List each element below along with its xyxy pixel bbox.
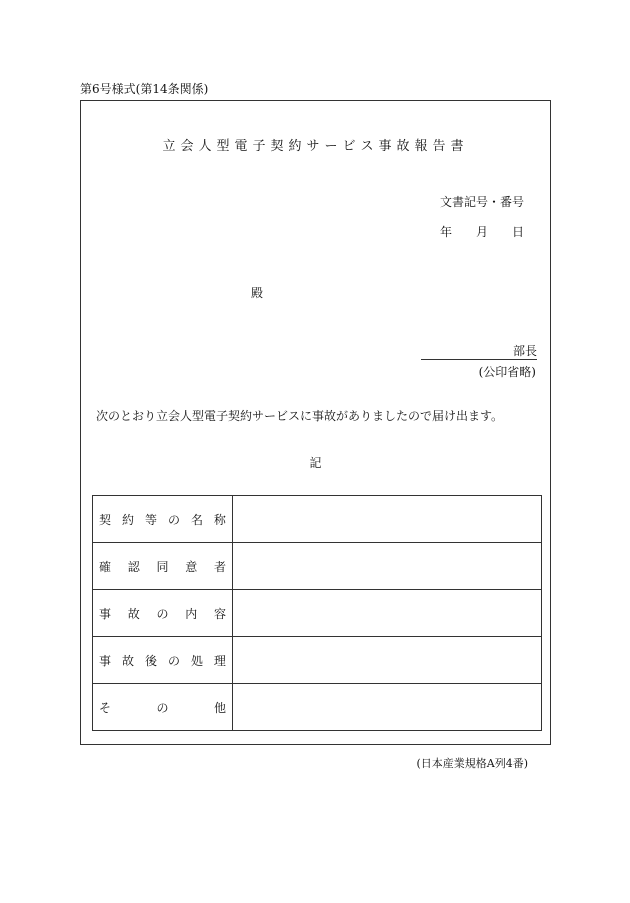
item-label-char: の	[167, 512, 180, 527]
item-label-char: そ	[99, 700, 112, 715]
item-label-char: 他	[213, 700, 226, 715]
sender-title: 部長	[421, 345, 537, 360]
seal-omitted-note: (公印省略)	[478, 365, 536, 379]
jis-size-note: (日本産業規格A列4番)	[416, 757, 528, 770]
item-label-char: 処	[190, 653, 203, 668]
item-label-char: 認	[127, 559, 140, 574]
item-label-cell	[93, 543, 233, 590]
item-label-char: 称	[213, 512, 226, 527]
item-label	[99, 605, 226, 622]
item-label-cell	[93, 684, 233, 731]
item-label-char: 確	[99, 559, 112, 574]
item-value-cell[interactable]	[233, 543, 542, 590]
items-table	[92, 495, 542, 731]
item-value-cell[interactable]	[233, 637, 542, 684]
item-label-char: 内	[185, 606, 198, 621]
item-label-char: 同	[156, 559, 169, 574]
item-label-char: 事	[99, 653, 112, 668]
item-label-cell	[93, 496, 233, 543]
item-value-cell[interactable]	[233, 684, 542, 731]
table-row	[93, 684, 542, 731]
item-label-char: 容	[213, 606, 226, 621]
item-label-char: 意	[185, 559, 198, 574]
item-label-char: 契	[99, 512, 112, 527]
item-label-cell	[93, 637, 233, 684]
item-label-char: の	[167, 653, 180, 668]
item-label-char: 名	[190, 512, 203, 527]
month-label: 月	[475, 225, 488, 239]
item-label	[99, 511, 226, 528]
item-label-char: 等	[144, 512, 157, 527]
table-row	[93, 590, 542, 637]
body-text: 次のとおり立会人型電子契約サービスに事故がありましたので届け出ます。	[96, 409, 504, 423]
item-label-char: 者	[213, 559, 226, 574]
item-label	[99, 558, 226, 575]
item-label-cell	[93, 590, 233, 637]
item-label-char: 故	[121, 653, 134, 668]
report-form	[80, 100, 551, 745]
date-line	[440, 223, 524, 240]
item-label-char: 約	[121, 512, 134, 527]
day-label: 日	[511, 225, 524, 239]
item-value-cell[interactable]	[233, 590, 542, 637]
year-label: 年	[439, 225, 452, 239]
table-row	[93, 637, 542, 684]
item-label-char: 事	[99, 606, 112, 621]
item-label	[99, 652, 226, 669]
item-label-char: の	[156, 700, 169, 715]
form-number: 第6号様式(第14条関係)	[80, 82, 209, 96]
item-label-char: 理	[213, 653, 226, 668]
item-label-char: 故	[127, 606, 140, 621]
ki-heading: 記	[309, 456, 322, 470]
item-value-cell[interactable]	[233, 496, 542, 543]
item-label-char: の	[156, 606, 169, 621]
document-title: 立会人型電子契約サービス事故報告書	[162, 139, 469, 154]
item-label	[99, 699, 226, 716]
table-row	[93, 543, 542, 590]
item-label-char: 後	[144, 653, 157, 668]
table-row	[93, 496, 542, 543]
addressee-suffix: 殿	[251, 286, 264, 300]
document-number-label: 文書記号・番号	[439, 195, 524, 209]
